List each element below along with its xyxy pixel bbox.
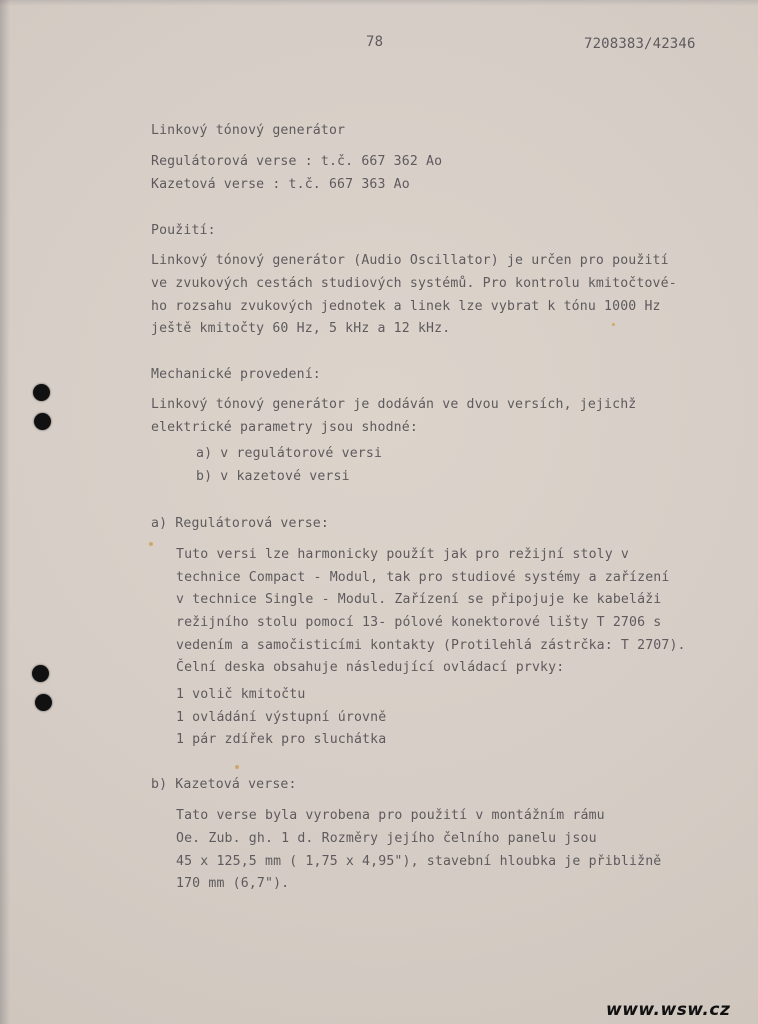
regulator-line: režijního stolu pomocí 13- pólové konektorové lišty T 2706 s — [176, 615, 662, 630]
product-title: Linkový tónový generátor — [151, 123, 346, 138]
mechanical-line: Linkový tónový generátor je dodáván ve dvou versích, jejichž — [151, 397, 637, 412]
regulator-line: Čelní deska obsahuje následující ovládací prvky: — [176, 660, 565, 675]
website-watermark: www.wsw.cz — [606, 1000, 731, 1020]
regulator-line: v technice Single - Modul. Zařízení se připojuje ke kabeláži — [176, 592, 662, 607]
control-item: 1 volič kmitočtu — [176, 687, 306, 702]
regulator-version-line: Regulátorová verse : t.č. 667 362 Ao — [151, 154, 443, 169]
regulator-line: Tuto versi lze harmonicky použít jak pro režijní stoly v — [176, 547, 630, 562]
mechanical-option: b) v kazetové versi — [196, 469, 350, 484]
usage-line: ve zvukových cestách studiových systémů. Pro kontrolu kmitočtové- — [151, 276, 677, 291]
regulator-section-heading: a) Regulátorová verse: — [151, 516, 329, 531]
usage-line: ještě kmitočty 60 Hz, 5 kHz a 12 kHz. — [151, 321, 451, 336]
page-top-shadow — [0, 0, 758, 6]
regulator-line: technice Compact - Modul, tak pro studiové systémy a zařízení — [176, 570, 670, 585]
cassette-line: 45 x 125,5 mm ( 1,75 x 4,95"), stavební hloubka je přibližně — [176, 854, 662, 869]
mechanical-option: a) v regulátorové versi — [196, 446, 383, 461]
paper-speck — [235, 765, 239, 769]
page-number: 78 — [366, 34, 384, 50]
punch-hole — [33, 384, 50, 401]
punch-hole — [34, 413, 51, 430]
usage-line: ho rozsahu zvukových jednotek a linek lze vybrat k tónu 1000 Hz — [151, 299, 661, 314]
cassette-line: Oe. Zub. gh. 1 d. Rozměry jejího čelního panelu jsou — [176, 831, 597, 846]
page-left-shadow — [0, 0, 10, 1024]
document-reference: 7208383/42346 — [584, 36, 696, 52]
control-item: 1 pár zdířek pro sluchátka — [176, 732, 387, 747]
regulator-line: vedením a samočisticími kontakty (Protilehlá zástrčka: T 2707). — [176, 638, 686, 653]
usage-heading: Použití: — [151, 223, 216, 238]
usage-line: Linkový tónový generátor (Audio Oscillator) je určen pro použití — [151, 253, 669, 268]
mechanical-line: elektrické parametry jsou shodné: — [151, 420, 418, 435]
control-item: 1 ovládání výstupní úrovně — [176, 710, 387, 725]
punch-hole — [32, 665, 49, 682]
cassette-line: 170 mm (6,7"). — [176, 876, 290, 891]
paper-speck — [612, 323, 615, 326]
cassette-version-line: Kazetová verse : t.č. 667 363 Ao — [151, 177, 410, 192]
cassette-section-heading: b) Kazetová verse: — [151, 777, 297, 792]
mechanical-heading: Mechanické provedení: — [151, 367, 321, 382]
punch-hole — [35, 694, 52, 711]
cassette-line: Tato verse byla vyrobena pro použití v montážním rámu — [176, 808, 605, 823]
paper-speck — [149, 542, 153, 546]
